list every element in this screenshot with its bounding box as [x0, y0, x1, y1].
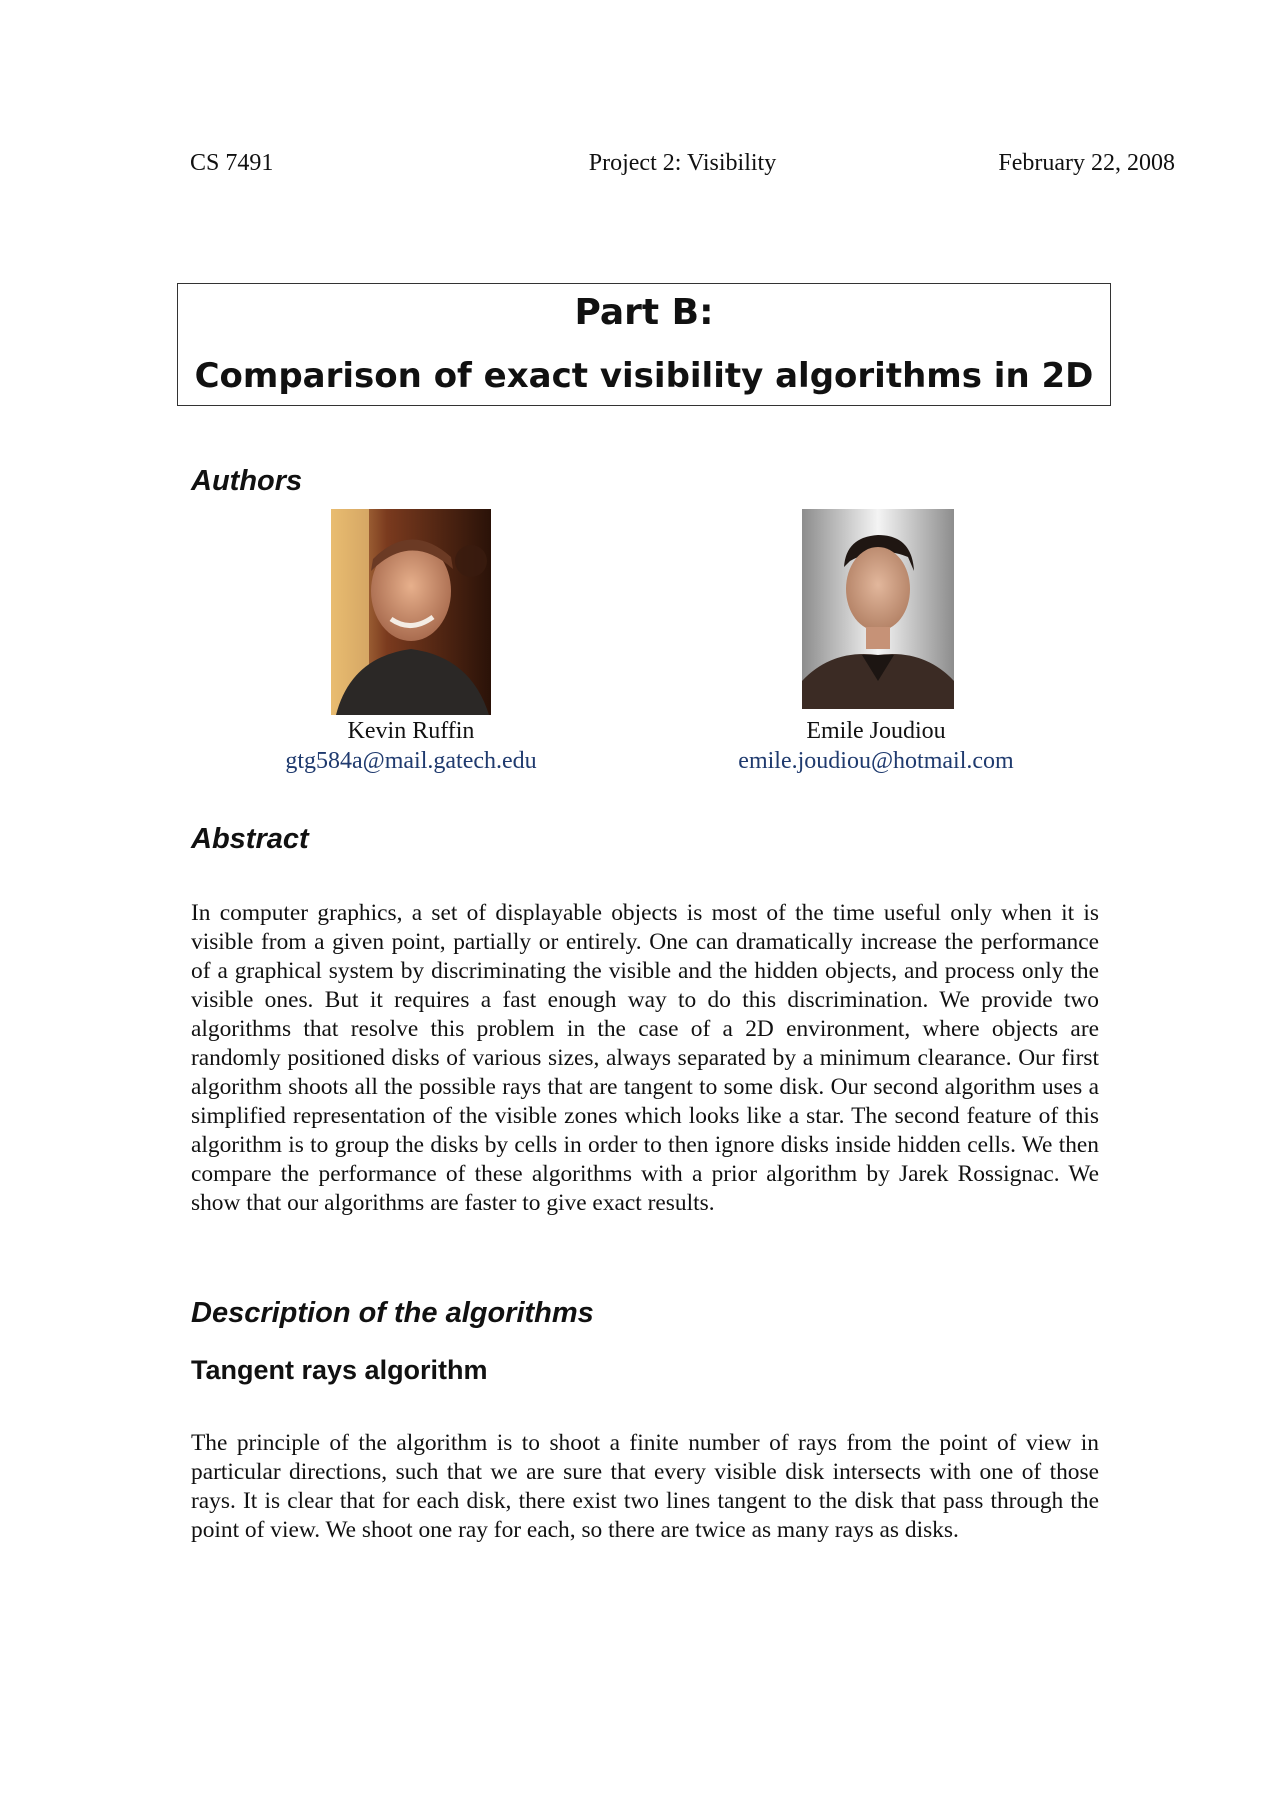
- author-photo-kevin: [331, 509, 491, 715]
- header-date: February 22, 2008: [998, 150, 1175, 176]
- author-name: Kevin Ruffin: [347, 718, 475, 744]
- tangent-rays-heading: Tangent rays algorithm: [191, 1355, 488, 1385]
- project-title: Project 2: Visibility: [588, 150, 777, 176]
- author-photo-emile: [802, 509, 954, 709]
- abstract-paragraph: In computer graphics, a set of displayable objects is most of the time useful only when it is visible from a given point, partially or entirely. One can dramatically increase the performance of a graphical system by discriminating the visible and the hidden objects, and process only the visible ones. But it requires a fast enough way to do this discrimination. We provide two algorithms that resolve this problem in the case of a 2D environment, where objects are randomly positioned disks of various sizes, always separated by a minimum clearance. Our first algorithm shoots all the possible rays that are tangent to some disk. Our second algorithm uses a simplified representation of the visible zones which looks like a star. The second feature of this algorithm is to group the disks by cells in order to then ignore disks inside hidden cells. We then compare the performance of these algorithms with a prior algorithm by Jarek Rossignac. We show that our algorithms are faster to give exact results.: [191, 900, 1099, 1216]
- title-part: Part B:: [574, 292, 714, 333]
- author-name: Emile Joudiou: [806, 718, 946, 744]
- author-email-link[interactable]: emile.joudiou@hotmail.com: [738, 748, 1014, 774]
- title-box: [177, 283, 1111, 406]
- author-email-link[interactable]: gtg584a@mail.gatech.edu: [285, 748, 537, 774]
- course-number: CS 7491: [190, 150, 274, 176]
- title-main: Comparison of exact visibility algorithms in 2D: [194, 356, 1094, 396]
- tangent-rays-paragraph: The principle of the algorithm is to shoot a finite number of rays from the point of view in particular directions, such that we are sure that every visible disk intersects with one of those rays. It is clear that for each disk, there exist two lines tangent to the disk that pass through the point of view. We shoot one ray for each, so there are twice as many rays as disks.: [191, 1430, 1099, 1543]
- page-header: [190, 150, 1175, 184]
- abstract-heading: Abstract: [191, 823, 309, 855]
- authors-heading: Authors: [191, 465, 303, 497]
- description-heading: Description of the algorithms: [191, 1297, 594, 1329]
- author-card: [211, 716, 611, 776]
- author-card: [676, 716, 1076, 776]
